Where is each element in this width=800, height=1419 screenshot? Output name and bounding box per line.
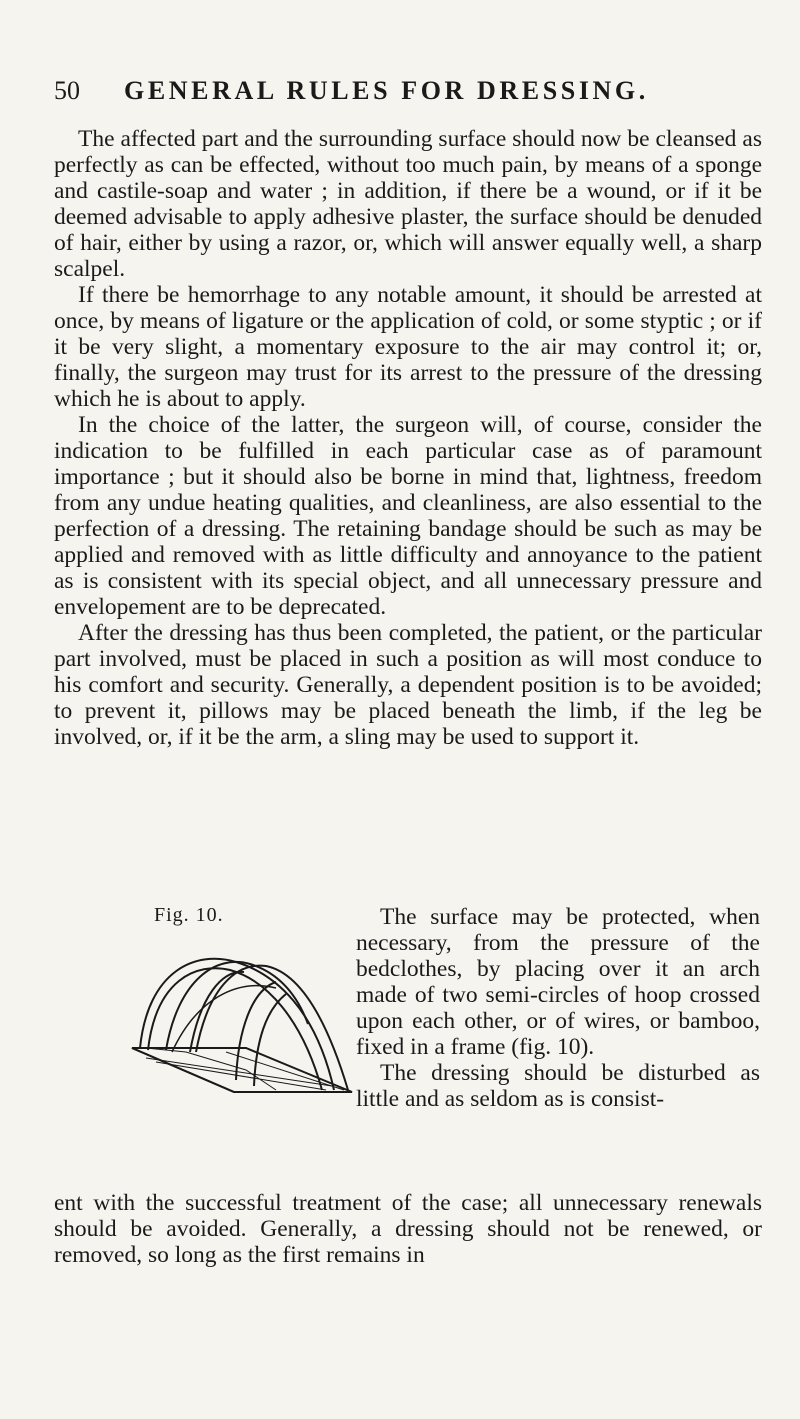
running-head: GENERAL RULES FOR DRESSING. xyxy=(124,76,649,105)
paragraph-continuation: ent with the successful treatment of the case; all unnecessary renewals should be avoided. Generally, a dressing should not be renewed, or removed, so long as the first remains in xyxy=(54,1190,762,1268)
continued-text xyxy=(54,1190,762,1268)
hoop-arch-illustration xyxy=(126,940,362,1140)
paragraph-disturbance: The dressing should be disturbed as little and as seldom as is consist- xyxy=(356,1060,760,1112)
page-number: 50 xyxy=(54,76,80,105)
paragraph-choice-of-dressing: In the choice of the latter, the surgeon will, of course, consider the indication to be fulfilled in each particular case as of paramount importance ; but it should also be borne in mind that, lightness, freedom from any undue heating qualities, and cleanliness, are also essential to the perfection of a dressing. The retaining bandage should be such as may be applied and removed with as little difficulty and annoyance to the patient as is consistent with its special object, and all unnecessary pressure and envelopement are to be deprecated. xyxy=(54,412,762,620)
body-text xyxy=(54,126,762,750)
paragraph-surface-protection: The surface may be protected, when necessary, from the pressure of the bedclothes, by placing over it an arch made of two semi-circles of hoop crossed upon each other, or of wires, or bamboo, fixed in a frame (fig. 10). xyxy=(356,904,760,1060)
figure-wrap-text xyxy=(356,904,760,1112)
paragraph-hemorrhage: If there be hemorrhage to any notable amount, it should be arrested at once, by means of ligature or the application of cold, or some styptic ; or if it be very slight, a momentary exposure to the air may control it; or, finally, the surgeon may trust for its arrest to the pressure of the dressing which he is about to apply. xyxy=(54,282,762,412)
paragraph-cleansing: The affected part and the surrounding surface should now be cleansed as perfectly as can be effected, without too much pain, by means of a sponge and castile-soap and water ; in addition, if there be a wound, or if it be deemed advisable to apply adhesive plaster, the surface should be denuded of hair, either by using a razor, or, which will answer equally well, a sharp scalpel. xyxy=(54,126,762,282)
figure-10 xyxy=(126,904,366,1148)
figure-caption: Fig. 10. xyxy=(154,904,224,926)
page-header xyxy=(54,76,754,106)
paragraph-position: After the dressing has thus been completed, the patient, or the particular part involved, must be placed in such a position as will most conduce to his comfort and security. Generally, a dependent position is to be avoided; to prevent it, pillows may be placed beneath the limb, if the leg be involved, or, if it be the arm, a sling may be used to support it. xyxy=(54,620,762,750)
